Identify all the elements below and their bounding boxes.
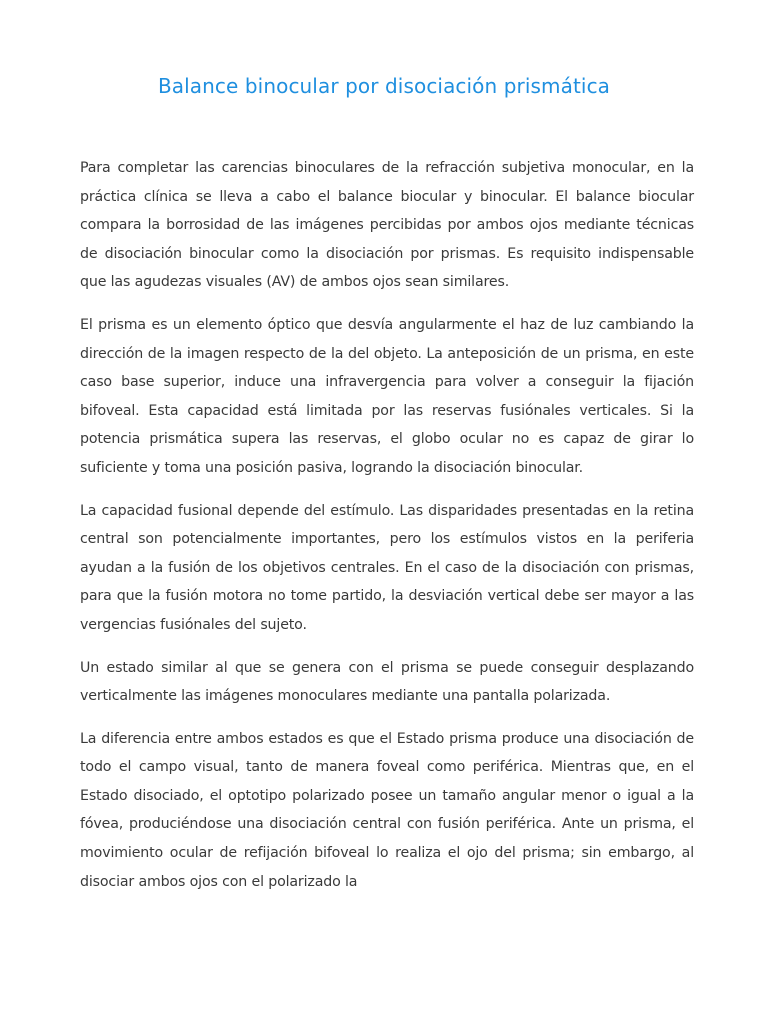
page-title: Balance binocular por disociación prismática	[157, 74, 611, 98]
paragraph-1: Para completar las carencias binoculares de la refracción subjetiva monocular, en la práctica clínica se lleva a cabo el balance biocular y binocular. El balance biocular compara la borrosidad de las imágenes percibidas por ambos ojos mediante técnicas de disociación binocular como la disociación por prismas. Es requisito indispensable que las agudezas visuales (AV) de ambos ojos sean similares.	[80, 160, 694, 291]
paragraph-4: Un estado similar al que se genera con el prisma se puede conseguir desplazando verticalmente las imágenes monoculares mediante una pantalla polarizada.	[80, 659, 694, 705]
document-body	[80, 154, 694, 910]
paragraph-2: El prisma es un elemento óptico que desvía angularmente el haz de luz cambiando la dirección de la imagen respecto de la del objeto. La anteposición de un prisma, en este caso base superior, induce una infravergencia para volver a conseguir la fijación bifoveal. Esta capacidad está limitada por las reservas fusiónales verticales. Si la potencia prismática supera las reservas, el globo ocular no es capaz de girar lo suficiente y toma una posición pasiva, logrando la disociación binocular.	[80, 316, 694, 476]
paragraph-3: La capacidad fusional depende del estímulo. Las disparidades presentadas en la retina central son potencialmente importantes, pero los estímulos vistos en la periferia ayudan a la fusión de los objetivos centrales. En el caso de la disociación con prismas, para que la fusión motora no tome partido, la desviación vertical debe ser mayor a las vergencias fusiónales del sujeto.	[80, 502, 694, 633]
paragraph-5: La diferencia entre ambos estados es que el Estado prisma produce una disociación de todo el campo visual, tanto de manera foveal como periférica. Mientras que, en el Estado disociado, el optotipo polarizado posee un tamaño angular menor o igual a la fóvea, produciéndose una disociación central con fusión periférica. Ante un prisma, el movimiento ocular de refijación bifoveal lo realiza el ojo del prisma; sin embargo, al disociar ambos ojos con el polarizado la	[80, 730, 694, 890]
